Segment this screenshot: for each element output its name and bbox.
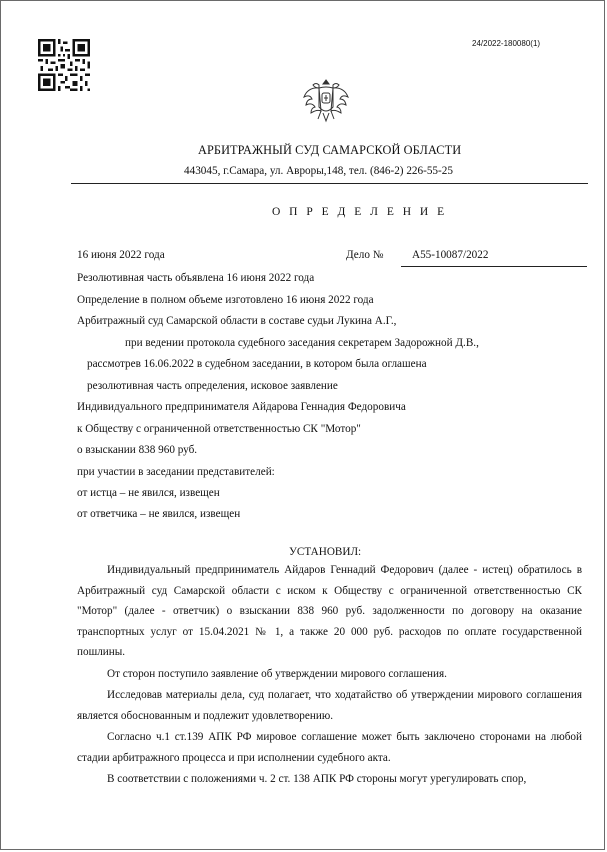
body-paragraph: Индивидуальный предприниматель Айдаров Геннадий Федорович (далее - истец) обратилось в Арбитражный суд Самарской области с иском к Обществу с ограниченной ответственностью СК "Мотор" (далее - ответчик) о взыскании 838 960 руб. задолженности по договору на оказание транспортных услуг от 15.04.2021 № 1, а также 20 000 руб. расходов по оплате государственной пошлины.	[77, 564, 582, 659]
intro-line: Определение в полном объеме изготовлено 16 июня 2022 года	[77, 294, 374, 306]
court-name: АРБИТРАЖНЫЙ СУД САМАРСКОЙ ОБЛАСТИ	[198, 143, 462, 157]
document-id: 24/2022-180080(1)	[472, 39, 541, 48]
case-label: Дело №	[346, 249, 384, 261]
intro-line: резолютивная часть определения, исковое заявление	[87, 380, 338, 392]
intro-line: при участии в заседании представителей:	[77, 466, 275, 478]
intro-line: Резолютивная часть объявлена 16 июня 2022 года	[77, 272, 315, 284]
document-date: 16 июня 2022 года	[77, 249, 165, 261]
section-heading: УСТАНОВИЛ:	[289, 546, 362, 558]
intro-line: рассмотрев 16.06.2022 в судебном заседании, в котором была оглашена	[87, 358, 427, 370]
case-number-underline	[401, 266, 587, 267]
qr-code	[38, 39, 90, 91]
intro-line: о взыскании 838 960 руб.	[77, 444, 198, 456]
coat-of-arms-emblem	[302, 77, 350, 123]
body-paragraph: Согласно ч.1 ст.139 АПК РФ мировое соглашение может быть заключено сторонами на любой стадии арбитражного процесса и при исполнении судебного акта.	[77, 731, 582, 764]
intro-line: к Обществу с ограниченной ответственностью СК "Мотор"	[77, 423, 361, 435]
case-number: А55-10087/2022	[412, 249, 489, 261]
intro-line: от истца – не явился, извещен	[77, 487, 220, 499]
intro-line: Индивидуального предпринимателя Айдарова Геннадия Федоровича	[77, 401, 406, 413]
body-paragraph: От сторон поступило заявление об утверждении мирового соглашения.	[107, 668, 447, 680]
header-divider	[71, 183, 588, 184]
document-title: О П Р Е Д Е Л Е Н И Е	[272, 206, 448, 218]
body-paragraph: В соответствии с положениями ч. 2 ст. 138 АПК РФ стороны могут урегулировать спор,	[107, 773, 527, 785]
intro-line: от ответчика – не явился, извещен	[77, 508, 241, 520]
intro-line: при ведении протокола судебного заседания секретарем Задорожной Д.В.,	[125, 337, 479, 349]
intro-line: Арбитражный суд Самарской области в составе судьи Лукина А.Г.,	[77, 315, 397, 327]
court-address: 443045, г.Самара, ул. Авроры,148, тел. (846-2) 226-55-25	[184, 165, 453, 177]
body-paragraph: Исследовав материалы дела, суд полагает, что ходатайство об утверждении мирового соглашения является обоснованным и подлежит удовлетворению.	[77, 689, 582, 722]
